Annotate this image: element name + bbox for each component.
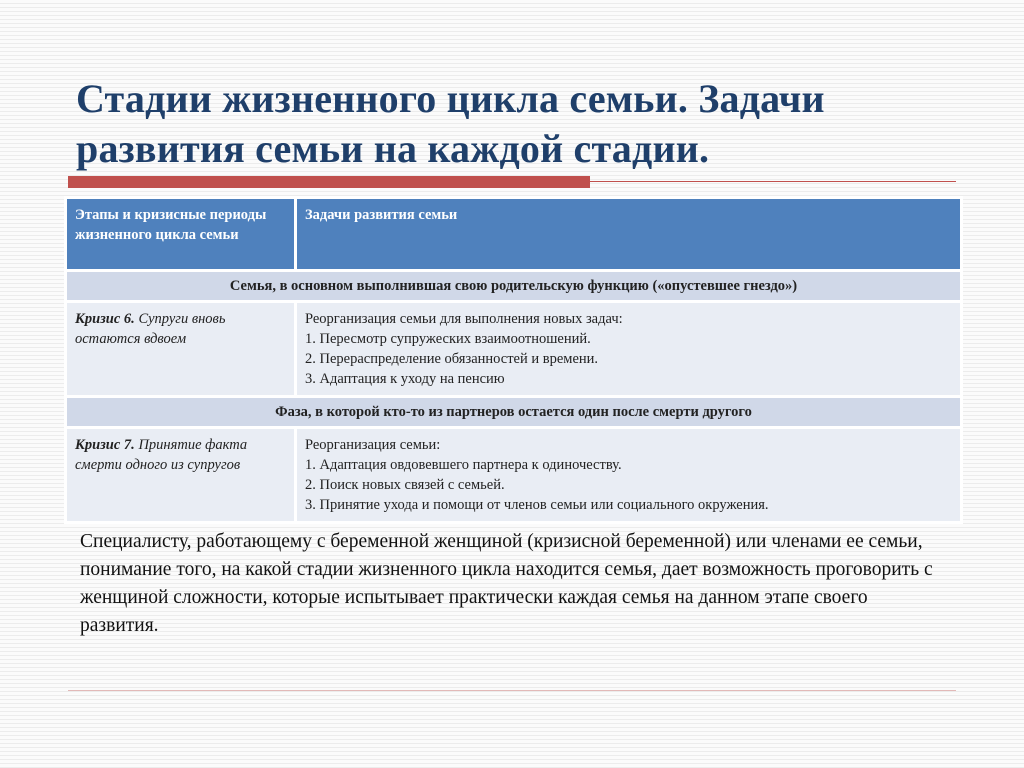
table-row [66,302,962,397]
group-title: Семья, в основном выполнившая свою родительскую функцию («опустевшее гнездо») [66,271,962,302]
task-line: Реорганизация семьи для выполнения новых задач: [305,311,623,327]
task-line: 1. Адаптация овдовевшего партнера к одиночеству. [305,457,622,473]
task-line: 3. Принятие ухода и помощи от членов семьи или социального окружения. [305,497,769,513]
slide-title-line-2: развития семьи на каждой стадии. [76,126,710,171]
family-stages-table [64,196,963,524]
task-line: 2. Поиск новых связей с семьей. [305,477,505,493]
header-stages: Этапы и кризисные периоды жизненного цикла семьи [66,198,296,271]
task-line: 3. Адаптация к уходу на пенсию [305,371,505,387]
group-title: Фаза, в которой кто-то из партнеров остается один после смерти другого [66,397,962,428]
title-underline-bar [68,176,590,188]
task-line: Реорганизация семьи: [305,437,441,453]
footer-rule [68,690,956,691]
slide-title-line-1: Стадии жизненного цикла семьи. Задачи [76,76,825,121]
crisis-text: Принятие факта смерти одного из супругов [75,437,248,473]
crisis-text: Супруги вновь остаются вдвоем [75,311,226,347]
task-line: 2. Перераспределение обязанностей и времени. [305,351,599,367]
tasks-cell [296,428,962,523]
crisis-cell [66,428,296,523]
group-row [66,397,962,428]
crisis-label: Кризис 6. [75,311,135,327]
group-row [66,271,962,302]
title-underline [68,176,956,188]
table-row [66,428,962,523]
crisis-label: Кризис 7. [75,437,135,453]
header-tasks: Задачи развития семьи [296,198,962,271]
slide-title [76,74,956,174]
task-line: 1. Пересмотр супружеских взаимоотношений. [305,331,591,347]
crisis-cell [66,302,296,397]
table-header-row [66,198,962,271]
tasks-cell [296,302,962,397]
note-paragraph: Специалисту, работающему с беременной женщиной (кризисной беременной) или членами ее семьи, понимание того, на какой стадии жизненного цикла находится семья, дает возможность проговорить с женщиной сложности, которые испытывает практически каждая семья на данном этапе своего развития. [80,531,933,636]
title-underline-rule [590,181,956,182]
